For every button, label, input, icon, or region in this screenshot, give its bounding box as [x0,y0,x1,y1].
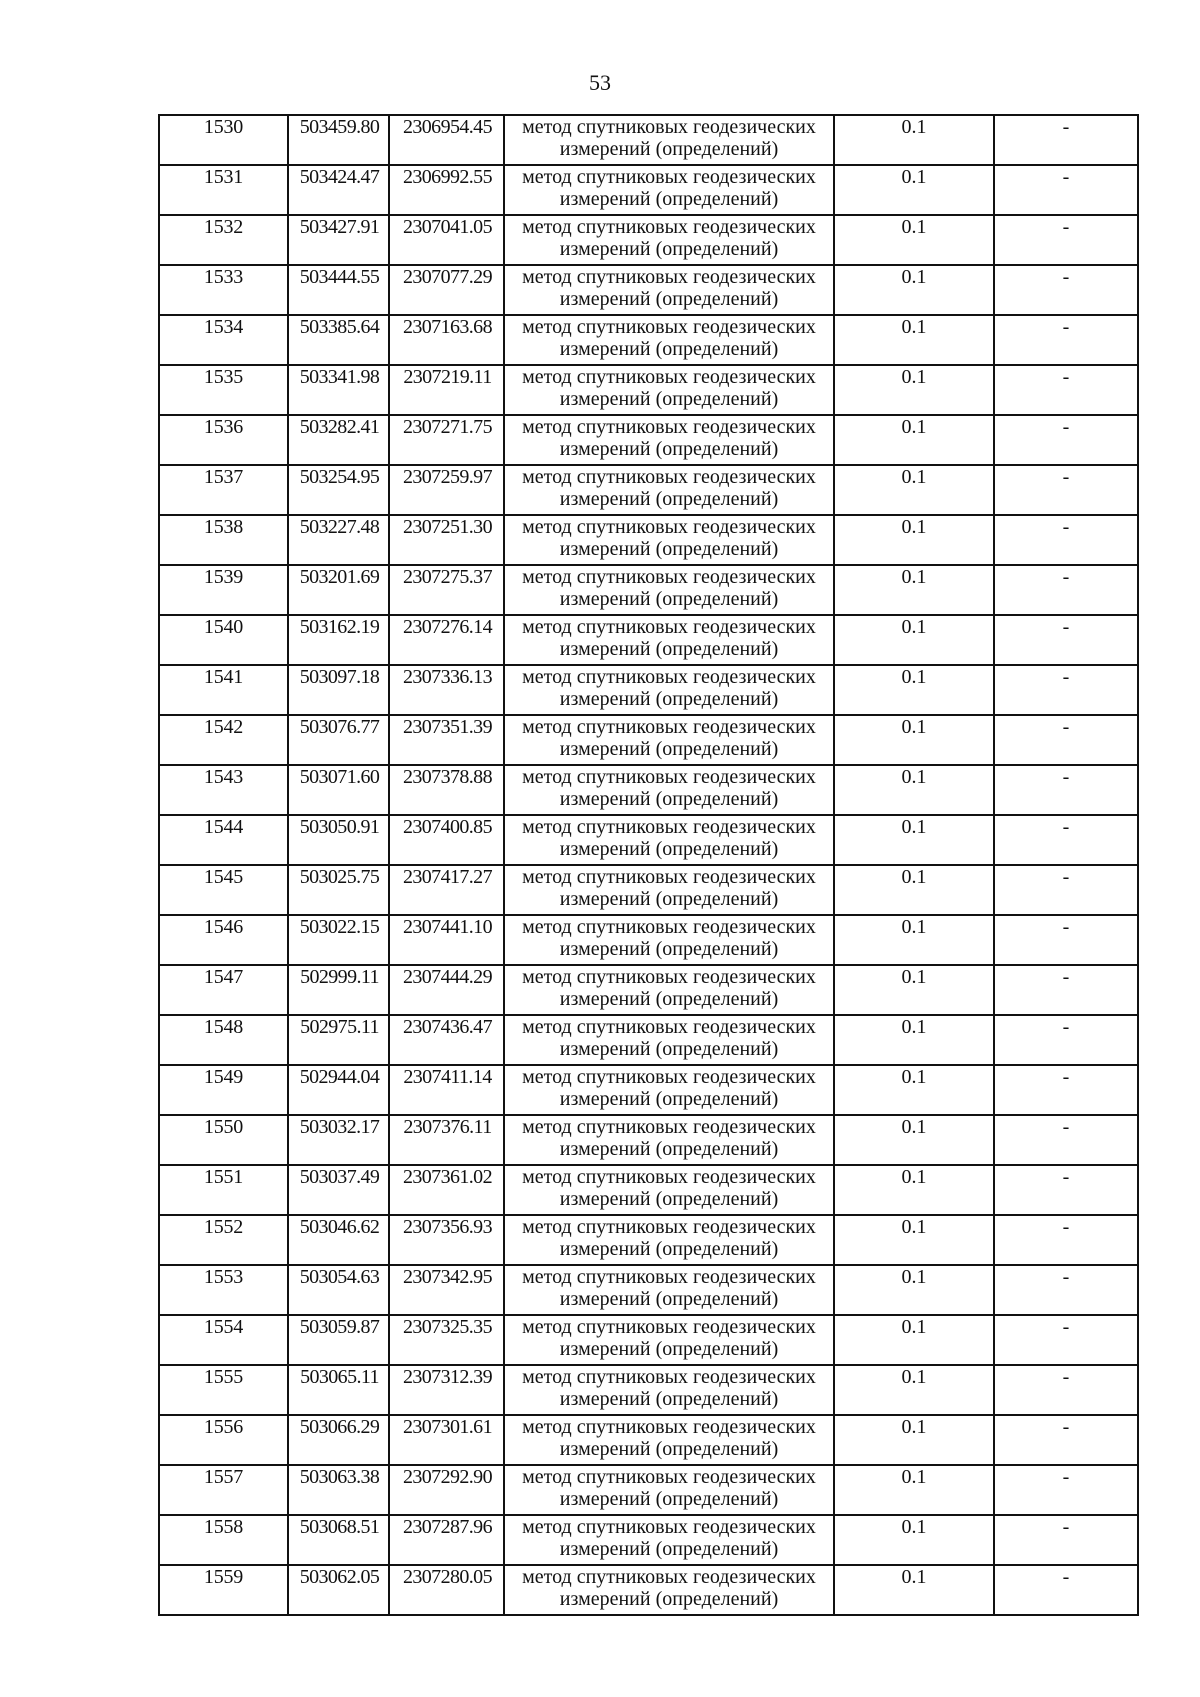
table-row [159,915,1138,965]
x-coordinate-cell: 503459.80 [288,115,389,165]
method-line-2: измерений (определений) [559,588,779,610]
method-line-2: измерений (определений) [559,188,779,210]
table-row [159,1265,1138,1315]
method-line-2: измерений (определений) [559,1438,779,1460]
accuracy-cell: 0.1 [834,315,994,365]
accuracy-cell: 0.1 [834,1415,994,1465]
method-cell [504,465,834,515]
note-cell: - [994,565,1138,615]
method-line-2: измерений (определений) [559,1238,779,1260]
method-line-2: измерений (определений) [559,138,779,160]
y-coordinate-cell: 2307444.29 [389,965,504,1015]
method-line-1: метод спутниковых геодезических [522,1066,816,1088]
method-cell [504,165,834,215]
accuracy-cell: 0.1 [834,365,994,415]
method-line-2: измерений (определений) [559,538,779,560]
table-row [159,765,1138,815]
method-line-2: измерений (определений) [559,488,779,510]
y-coordinate-cell: 2307287.96 [389,1515,504,1565]
method-line-1: метод спутниковых геодезических [522,1166,816,1188]
table-row [159,365,1138,415]
note-cell: - [994,765,1138,815]
method-cell [504,665,834,715]
method-line-2: измерений (определений) [559,288,779,310]
y-coordinate-cell: 2307411.14 [389,1065,504,1115]
method-line-1: метод спутниковых геодезических [522,666,816,688]
y-coordinate-cell: 2307376.11 [389,1115,504,1165]
point-number-cell: 1551 [159,1165,288,1215]
y-coordinate-cell: 2307378.88 [389,765,504,815]
point-number-cell: 1555 [159,1365,288,1415]
point-number-cell: 1542 [159,715,288,765]
y-coordinate-cell: 2307292.90 [389,1465,504,1515]
point-number-cell: 1535 [159,365,288,415]
x-coordinate-cell: 503054.63 [288,1265,389,1315]
method-line-1: метод спутниковых геодезических [522,766,816,788]
note-cell: - [994,415,1138,465]
x-coordinate-cell: 503022.15 [288,915,389,965]
y-coordinate-cell: 2307275.37 [389,565,504,615]
method-line-2: измерений (определений) [559,388,779,410]
accuracy-cell: 0.1 [834,215,994,265]
method-cell [504,815,834,865]
note-cell: - [994,1565,1138,1615]
x-coordinate-cell: 502944.04 [288,1065,389,1115]
method-line-1: метод спутниковых геодезических [522,316,816,338]
coordinates-table [158,114,1139,1616]
point-number-cell: 1536 [159,415,288,465]
table-row [159,165,1138,215]
y-coordinate-cell: 2307436.47 [389,1015,504,1065]
x-coordinate-cell: 503341.98 [288,365,389,415]
y-coordinate-cell: 2307400.85 [389,815,504,865]
note-cell: - [994,165,1138,215]
point-number-cell: 1537 [159,465,288,515]
point-number-cell: 1543 [159,765,288,815]
note-cell: - [994,1365,1138,1415]
x-coordinate-cell: 503050.91 [288,815,389,865]
method-line-2: измерений (определений) [559,938,779,960]
note-cell: - [994,515,1138,565]
table-row [159,1465,1138,1515]
method-line-2: измерений (определений) [559,1488,779,1510]
point-number-cell: 1530 [159,115,288,165]
method-cell [504,615,834,665]
method-cell [504,515,834,565]
method-line-1: метод спутниковых геодезических [522,1516,816,1538]
table-row [159,465,1138,515]
y-coordinate-cell: 2307312.39 [389,1365,504,1415]
point-number-cell: 1558 [159,1515,288,1565]
y-coordinate-cell: 2307041.05 [389,215,504,265]
x-coordinate-cell: 503385.64 [288,315,389,365]
method-cell [504,415,834,465]
y-coordinate-cell: 2307342.95 [389,1265,504,1315]
accuracy-cell: 0.1 [834,465,994,515]
method-cell [504,765,834,815]
method-cell [504,565,834,615]
method-line-1: метод спутниковых геодезических [522,1216,816,1238]
method-line-1: метод спутниковых геодезических [522,566,816,588]
method-cell [504,965,834,1015]
method-line-2: измерений (определений) [559,788,779,810]
point-number-cell: 1545 [159,865,288,915]
method-line-1: метод спутниковых геодезических [522,116,816,138]
method-line-1: метод спутниковых геодезических [522,716,816,738]
accuracy-cell: 0.1 [834,1265,994,1315]
y-coordinate-cell: 2307351.39 [389,715,504,765]
table-row [159,615,1138,665]
note-cell: - [994,365,1138,415]
method-line-1: метод спутниковых геодезических [522,466,816,488]
method-line-1: метод спутниковых геодезических [522,1116,816,1138]
accuracy-cell: 0.1 [834,915,994,965]
method-line-2: измерений (определений) [559,438,779,460]
method-line-2: измерений (определений) [559,738,779,760]
note-cell: - [994,1515,1138,1565]
accuracy-cell: 0.1 [834,765,994,815]
x-coordinate-cell: 503071.60 [288,765,389,815]
method-line-1: метод спутниковых геодезических [522,966,816,988]
y-coordinate-cell: 2307336.13 [389,665,504,715]
point-number-cell: 1538 [159,515,288,565]
accuracy-cell: 0.1 [834,615,994,665]
point-number-cell: 1541 [159,665,288,715]
table-row [159,515,1138,565]
method-line-2: измерений (определений) [559,888,779,910]
method-line-2: измерений (определений) [559,1288,779,1310]
point-number-cell: 1550 [159,1115,288,1165]
y-coordinate-cell: 2307280.05 [389,1565,504,1615]
method-line-2: измерений (определений) [559,238,779,260]
y-coordinate-cell: 2307251.30 [389,515,504,565]
note-cell: - [994,1015,1138,1065]
method-line-1: метод спутниковых геодезических [522,216,816,238]
point-number-cell: 1544 [159,815,288,865]
table-row [159,1565,1138,1615]
x-coordinate-cell: 503062.05 [288,1565,389,1615]
method-cell [504,915,834,965]
method-line-2: измерений (определений) [559,1038,779,1060]
y-coordinate-cell: 2307219.11 [389,365,504,415]
point-number-cell: 1547 [159,965,288,1015]
point-number-cell: 1548 [159,1015,288,1065]
accuracy-cell: 0.1 [834,265,994,315]
page-number: 53 [589,70,611,95]
note-cell: - [994,115,1138,165]
y-coordinate-cell: 2307356.93 [389,1215,504,1265]
method-line-2: измерений (определений) [559,1538,779,1560]
method-cell [504,1115,834,1165]
method-line-2: измерений (определений) [559,338,779,360]
method-line-1: метод спутниковых геодезических [522,616,816,638]
method-cell [504,1315,834,1365]
table-row [159,215,1138,265]
method-cell [504,1515,834,1565]
coordinates-table-body [159,115,1138,1615]
table-row [159,265,1138,315]
table-row [159,1165,1138,1215]
note-cell: - [994,1465,1138,1515]
point-number-cell: 1552 [159,1215,288,1265]
table-row [159,565,1138,615]
point-number-cell: 1533 [159,265,288,315]
method-line-1: метод спутниковых геодезических [522,1366,816,1388]
accuracy-cell: 0.1 [834,965,994,1015]
method-line-2: измерений (определений) [559,688,779,710]
method-line-1: метод спутниковых геодезических [522,1416,816,1438]
x-coordinate-cell: 503059.87 [288,1315,389,1365]
method-cell [504,865,834,915]
y-coordinate-cell: 2307361.02 [389,1165,504,1215]
method-line-1: метод спутниковых геодезических [522,916,816,938]
note-cell: - [994,1165,1138,1215]
point-number-cell: 1549 [159,1065,288,1115]
y-coordinate-cell: 2307077.29 [389,265,504,315]
y-coordinate-cell: 2307276.14 [389,615,504,665]
point-number-cell: 1539 [159,565,288,615]
note-cell: - [994,915,1138,965]
x-coordinate-cell: 503037.49 [288,1165,389,1215]
accuracy-cell: 0.1 [834,1015,994,1065]
method-line-2: измерений (определений) [559,1388,779,1410]
y-coordinate-cell: 2306954.45 [389,115,504,165]
y-coordinate-cell: 2307259.97 [389,465,504,515]
method-line-1: метод спутниковых геодезических [522,266,816,288]
x-coordinate-cell: 503066.29 [288,1415,389,1465]
note-cell: - [994,815,1138,865]
point-number-cell: 1556 [159,1415,288,1465]
method-cell [504,1365,834,1415]
table-row [159,315,1138,365]
x-coordinate-cell: 503025.75 [288,865,389,915]
accuracy-cell: 0.1 [834,1315,994,1365]
point-number-cell: 1540 [159,615,288,665]
table-row [159,865,1138,915]
table-row [159,1215,1138,1265]
method-cell [504,265,834,315]
note-cell: - [994,215,1138,265]
x-coordinate-cell: 503076.77 [288,715,389,765]
x-coordinate-cell: 503097.18 [288,665,389,715]
method-cell [504,1415,834,1465]
table-row [159,1065,1138,1115]
table-row [159,665,1138,715]
method-line-1: метод спутниковых геодезических [522,1566,816,1588]
accuracy-cell: 0.1 [834,1165,994,1215]
note-cell: - [994,1215,1138,1265]
method-cell [504,115,834,165]
point-number-cell: 1554 [159,1315,288,1365]
x-coordinate-cell: 503065.11 [288,1365,389,1415]
x-coordinate-cell: 503201.69 [288,565,389,615]
table-row [159,715,1138,765]
note-cell: - [994,665,1138,715]
y-coordinate-cell: 2306992.55 [389,165,504,215]
accuracy-cell: 0.1 [834,665,994,715]
accuracy-cell: 0.1 [834,415,994,465]
y-coordinate-cell: 2307271.75 [389,415,504,465]
note-cell: - [994,715,1138,765]
method-line-1: метод спутниковых геодезических [522,1466,816,1488]
method-line-2: измерений (определений) [559,1588,779,1610]
note-cell: - [994,865,1138,915]
method-cell [504,1065,834,1115]
x-coordinate-cell: 503068.51 [288,1515,389,1565]
note-cell: - [994,965,1138,1015]
x-coordinate-cell: 503427.91 [288,215,389,265]
method-line-2: измерений (определений) [559,638,779,660]
x-coordinate-cell: 503254.95 [288,465,389,515]
method-line-1: метод спутниковых геодезических [522,166,816,188]
x-coordinate-cell: 503032.17 [288,1115,389,1165]
x-coordinate-cell: 503282.41 [288,415,389,465]
method-cell [504,315,834,365]
accuracy-cell: 0.1 [834,1565,994,1615]
method-line-1: метод спутниковых геодезических [522,1016,816,1038]
method-line-2: измерений (определений) [559,838,779,860]
point-number-cell: 1532 [159,215,288,265]
note-cell: - [994,1065,1138,1115]
table-row [159,1115,1138,1165]
method-cell [504,365,834,415]
method-line-1: метод спутниковых геодезических [522,1266,816,1288]
table-row [159,415,1138,465]
method-line-2: измерений (определений) [559,1338,779,1360]
method-line-1: метод спутниковых геодезических [522,816,816,838]
accuracy-cell: 0.1 [834,515,994,565]
method-cell [504,715,834,765]
table-row [159,965,1138,1015]
method-line-2: измерений (определений) [559,988,779,1010]
table-row [159,1315,1138,1365]
accuracy-cell: 0.1 [834,815,994,865]
accuracy-cell: 0.1 [834,1515,994,1565]
point-number-cell: 1531 [159,165,288,215]
accuracy-cell: 0.1 [834,565,994,615]
y-coordinate-cell: 2307163.68 [389,315,504,365]
note-cell: - [994,465,1138,515]
x-coordinate-cell: 502975.11 [288,1015,389,1065]
x-coordinate-cell: 503227.48 [288,515,389,565]
accuracy-cell: 0.1 [834,1215,994,1265]
method-cell [504,1465,834,1515]
note-cell: - [994,265,1138,315]
method-line-2: измерений (определений) [559,1138,779,1160]
note-cell: - [994,315,1138,365]
method-cell [504,1565,834,1615]
x-coordinate-cell: 503046.62 [288,1215,389,1265]
table-row [159,1015,1138,1065]
point-number-cell: 1534 [159,315,288,365]
note-cell: - [994,1315,1138,1365]
point-number-cell: 1557 [159,1465,288,1515]
method-cell [504,1265,834,1315]
table-row [159,1415,1138,1465]
method-cell [504,1165,834,1215]
method-line-1: метод спутниковых геодезических [522,366,816,388]
method-cell [504,1015,834,1065]
point-number-cell: 1559 [159,1565,288,1615]
y-coordinate-cell: 2307325.35 [389,1315,504,1365]
y-coordinate-cell: 2307301.61 [389,1415,504,1465]
method-line-2: измерений (определений) [559,1188,779,1210]
accuracy-cell: 0.1 [834,1065,994,1115]
accuracy-cell: 0.1 [834,115,994,165]
y-coordinate-cell: 2307441.10 [389,915,504,965]
x-coordinate-cell: 503063.38 [288,1465,389,1515]
note-cell: - [994,1265,1138,1315]
method-cell [504,1215,834,1265]
y-coordinate-cell: 2307417.27 [389,865,504,915]
table-row [159,1515,1138,1565]
table-row [159,115,1138,165]
method-line-1: метод спутниковых геодезических [522,416,816,438]
table-row [159,1365,1138,1415]
accuracy-cell: 0.1 [834,165,994,215]
accuracy-cell: 0.1 [834,1365,994,1415]
method-line-1: метод спутниковых геодезических [522,1316,816,1338]
method-line-2: измерений (определений) [559,1088,779,1110]
point-number-cell: 1546 [159,915,288,965]
x-coordinate-cell: 503162.19 [288,615,389,665]
note-cell: - [994,1415,1138,1465]
note-cell: - [994,1115,1138,1165]
table-row [159,815,1138,865]
point-number-cell: 1553 [159,1265,288,1315]
accuracy-cell: 0.1 [834,715,994,765]
accuracy-cell: 0.1 [834,1115,994,1165]
method-line-1: метод спутниковых геодезических [522,516,816,538]
method-line-1: метод спутниковых геодезических [522,866,816,888]
x-coordinate-cell: 502999.11 [288,965,389,1015]
note-cell: - [994,615,1138,665]
x-coordinate-cell: 503424.47 [288,165,389,215]
x-coordinate-cell: 503444.55 [288,265,389,315]
method-cell [504,215,834,265]
accuracy-cell: 0.1 [834,1465,994,1515]
accuracy-cell: 0.1 [834,865,994,915]
